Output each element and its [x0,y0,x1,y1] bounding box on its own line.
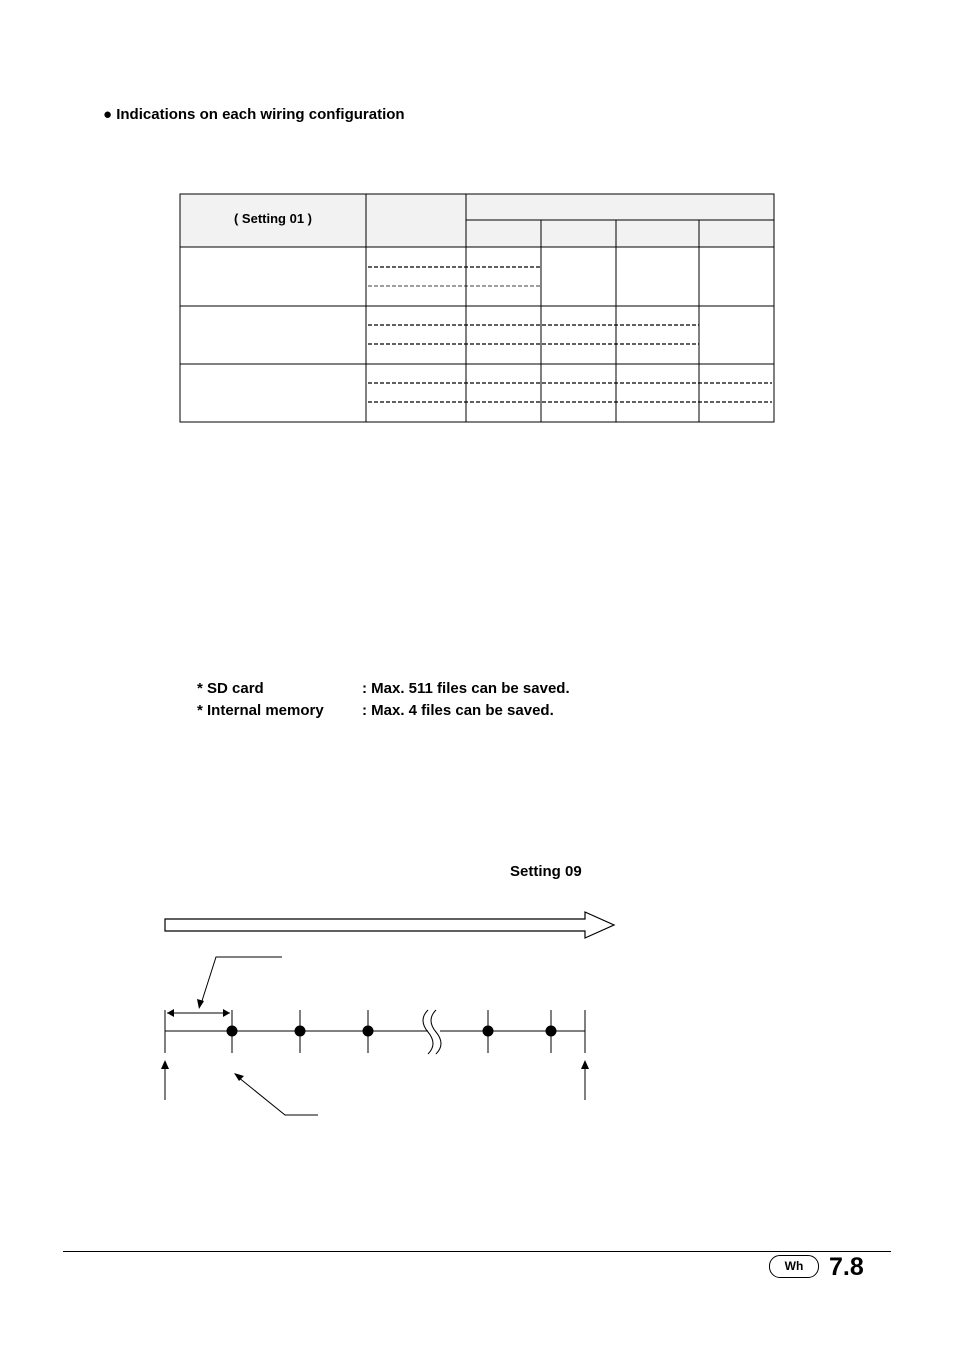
section-heading: ● Indications on each wiring configuration [103,106,405,123]
setting-01-label: ( Setting 01 ) [233,211,312,226]
footer-divider [63,1251,891,1252]
sd-card-value: : Max. 511 files can be saved. [362,680,570,697]
start-arrow-icon [161,1060,169,1069]
wh-badge: Wh [769,1255,819,1278]
page-number: 7.8 [829,1253,864,1281]
internal-memory-value: : Max. 4 files can be saved. [362,702,554,719]
sd-card-label: * SD card [197,680,264,697]
setting-09-label: Setting 09 [510,863,582,880]
internal-memory-label: * Internal memory [197,702,324,719]
time-direction-arrow-icon [165,912,614,938]
end-arrow-icon [581,1060,589,1069]
